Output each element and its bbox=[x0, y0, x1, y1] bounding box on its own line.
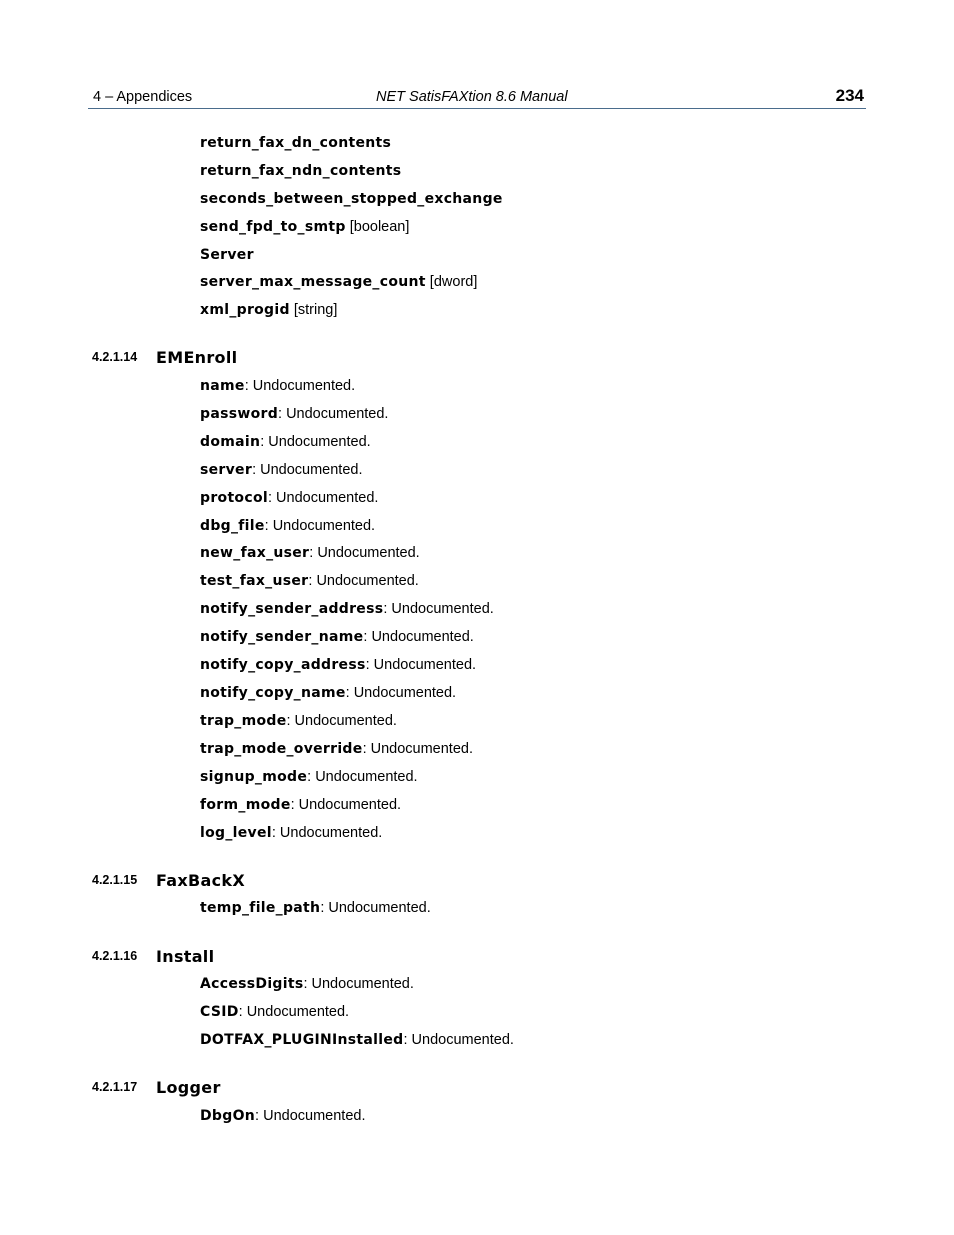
section-title: Install bbox=[156, 947, 215, 966]
manual-title: NET SatisFAXtion 8.6 Manual bbox=[376, 89, 568, 105]
property-line bbox=[200, 134, 391, 152]
property-line bbox=[200, 301, 337, 319]
property-line bbox=[200, 461, 363, 479]
property-line bbox=[200, 899, 431, 917]
property-name: trap_mode bbox=[200, 713, 287, 729]
property-name: protocol bbox=[200, 490, 268, 506]
property-desc: : Undocumented. bbox=[345, 685, 457, 701]
property-name: notify_copy_name bbox=[200, 685, 346, 701]
property-name: notify_sender_address bbox=[200, 601, 384, 617]
property-line bbox=[200, 405, 388, 423]
property-name: send_fpd_to_smtp bbox=[200, 219, 346, 235]
property-line bbox=[200, 377, 355, 395]
property-line bbox=[200, 824, 382, 842]
property-desc: : Undocumented. bbox=[255, 1108, 366, 1124]
property-line bbox=[200, 544, 420, 562]
property-line bbox=[200, 600, 494, 618]
property-name: server bbox=[200, 462, 253, 478]
property-line bbox=[200, 684, 456, 702]
property-desc: : Undocumented. bbox=[307, 769, 418, 785]
section-number: 4.2.1.15 bbox=[92, 873, 138, 887]
property-desc: : Undocumented. bbox=[267, 490, 379, 506]
property-name: return_fax_dn_contents bbox=[200, 135, 392, 151]
property-line bbox=[200, 1031, 514, 1049]
property-name: server_max_message_count bbox=[200, 274, 426, 290]
property-desc: : Undocumented. bbox=[264, 518, 376, 534]
property-line bbox=[200, 1003, 349, 1021]
property-line bbox=[200, 489, 378, 507]
property-line bbox=[200, 162, 401, 180]
property-desc: : Undocumented. bbox=[286, 713, 397, 729]
property-line bbox=[200, 517, 375, 535]
property-desc: : Undocumented. bbox=[252, 462, 363, 478]
property-desc: : Undocumented. bbox=[290, 797, 402, 813]
property-desc: : Undocumented. bbox=[363, 629, 474, 645]
property-name: password bbox=[200, 406, 279, 422]
property-line bbox=[200, 246, 254, 264]
property-name: DbgOn bbox=[200, 1108, 256, 1124]
property-desc: : Undocumented. bbox=[278, 406, 389, 422]
property-line bbox=[200, 433, 371, 451]
section-title: FaxBackX bbox=[156, 871, 245, 890]
property-name: notify_sender_name bbox=[200, 629, 364, 645]
property-line bbox=[200, 712, 397, 730]
property-name: log_level bbox=[200, 825, 272, 841]
chapter-label: 4 – Appendices bbox=[93, 89, 193, 105]
property-desc: : Undocumented. bbox=[403, 1032, 514, 1048]
section-number: 4.2.1.17 bbox=[92, 1080, 138, 1094]
section-title: Logger bbox=[156, 1078, 221, 1097]
property-name: CSID bbox=[200, 1004, 239, 1020]
property-desc: : Undocumented. bbox=[303, 976, 414, 992]
section-title: EMEnroll bbox=[156, 348, 238, 367]
property-line bbox=[200, 975, 414, 993]
property-name: new_fax_user bbox=[200, 545, 310, 561]
property-line bbox=[200, 190, 503, 208]
property-name: seconds_between_stopped_exchange bbox=[200, 191, 503, 207]
property-desc: : Undocumented. bbox=[309, 545, 420, 561]
property-line bbox=[200, 628, 474, 646]
property-name: notify_copy_address bbox=[200, 657, 366, 673]
page-number: 234 bbox=[835, 86, 864, 105]
property-name: DOTFAX_PLUGINInstalled bbox=[200, 1032, 404, 1048]
property-desc: [string] bbox=[289, 302, 338, 318]
page-header bbox=[88, 86, 866, 109]
property-desc: : Undocumented. bbox=[308, 573, 419, 589]
property-line bbox=[200, 740, 473, 758]
section-number: 4.2.1.14 bbox=[92, 350, 138, 364]
property-desc: : Undocumented. bbox=[320, 900, 431, 916]
property-line bbox=[200, 796, 401, 814]
property-name: signup_mode bbox=[200, 769, 308, 785]
property-line bbox=[200, 656, 476, 674]
property-desc: : Undocumented. bbox=[362, 741, 473, 757]
property-desc: : Undocumented. bbox=[271, 825, 383, 841]
property-name: test_fax_user bbox=[200, 573, 309, 589]
property-line bbox=[200, 218, 409, 236]
property-desc: : Undocumented. bbox=[260, 434, 371, 450]
property-desc: : Undocumented. bbox=[238, 1004, 350, 1020]
property-name: domain bbox=[200, 434, 261, 450]
property-name: temp_file_path bbox=[200, 900, 321, 916]
property-name: form_mode bbox=[200, 797, 291, 813]
property-name: AccessDigits bbox=[200, 976, 304, 992]
property-name: xml_progid bbox=[200, 302, 290, 318]
property-line bbox=[200, 572, 419, 590]
property-name: dbg_file bbox=[200, 518, 265, 534]
property-name: return_fax_ndn_contents bbox=[200, 163, 402, 179]
property-name: trap_mode_override bbox=[200, 741, 363, 757]
property-name: name bbox=[200, 378, 245, 394]
property-desc: : Undocumented. bbox=[383, 601, 494, 617]
property-desc: [boolean] bbox=[345, 219, 410, 235]
property-desc: : Undocumented. bbox=[244, 378, 356, 394]
property-line bbox=[200, 273, 477, 291]
section-number: 4.2.1.16 bbox=[92, 949, 138, 963]
property-line bbox=[200, 1107, 365, 1125]
property-line bbox=[200, 768, 418, 786]
property-desc: : Undocumented. bbox=[365, 657, 477, 673]
property-name: Server bbox=[200, 247, 254, 263]
property-desc: [dword] bbox=[425, 274, 478, 290]
